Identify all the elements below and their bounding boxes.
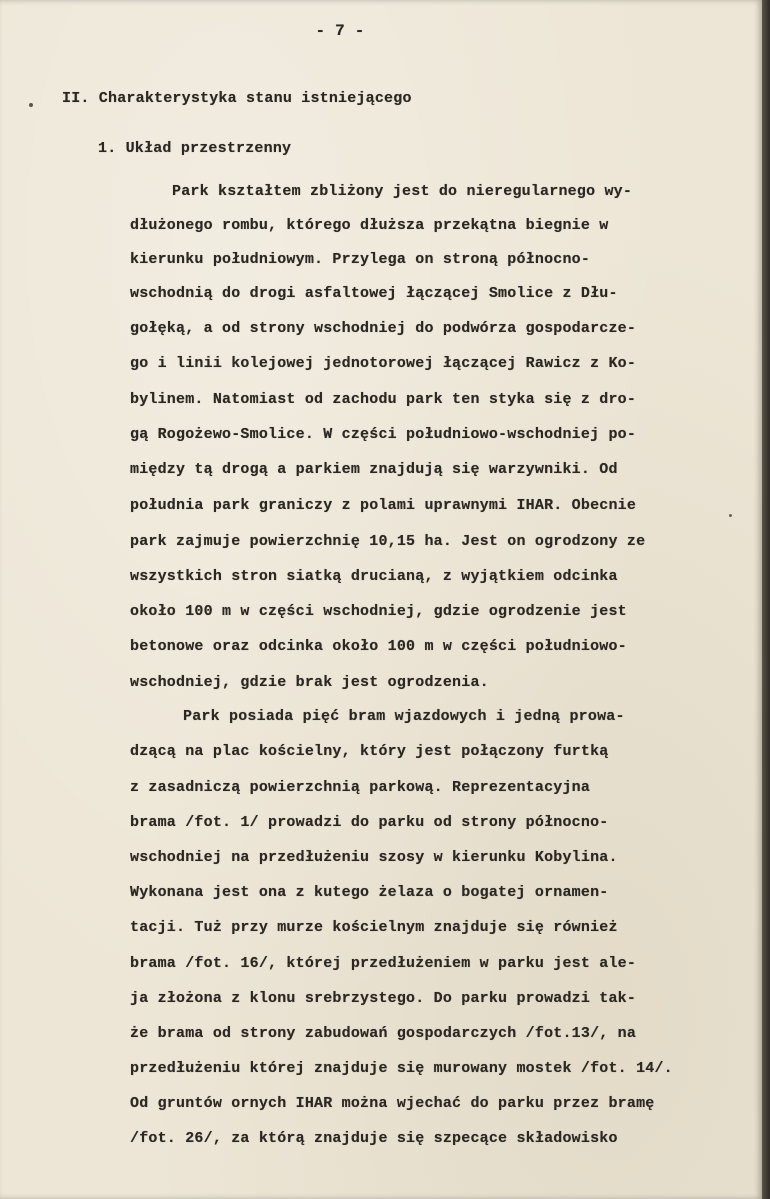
- text-line: gołęką, a od strony wschodniej do podwórza gospodarcze-: [130, 320, 637, 337]
- text-line: Park kształtem zbliżony jest do nieregularnego wy-: [172, 183, 633, 200]
- text-line: brama /fot. 16/, której przedłużeniem w parku jest ale-: [130, 955, 637, 972]
- section-subheading: 1. Układ przestrzenny: [98, 140, 292, 157]
- text-line: wschodniej na przedłużeniu szosy w kierunku Kobylina.: [130, 849, 618, 866]
- text-line: gą Rogożewo-Smolice. W części południowo-wschodniej po-: [130, 426, 637, 443]
- text-line: wschodnią do drogi asfaltowej łączącej Smolice z Dłu-: [130, 285, 618, 302]
- text-line: przedłużeniu której znajduje się murowany mostek /fot. 14/.: [130, 1060, 673, 1077]
- section-heading: II. Charakterystyka stanu istniejącego: [62, 90, 412, 107]
- text-line: wszystkich stron siatką drucianą, z wyjątkiem odcinka: [130, 568, 618, 585]
- text-line: z zasadniczą powierzchnią parkową. Reprezentacyjna: [130, 779, 591, 796]
- text-line: dłużonego rombu, którego dłuższa przekątna biegnie w: [130, 217, 609, 234]
- text-line: park zajmuje powierzchnię 10,15 ha. Jest on ogrodzony ze: [130, 533, 646, 550]
- text-line: południa park graniczy z polami uprawnymi IHAR. Obecnie: [130, 497, 637, 514]
- text-line: ja złożona z klonu srebrzystego. Do parku prowadzi tak-: [130, 990, 637, 1007]
- text-line: wschodniej, gdzie brak jest ogrodzenia.: [130, 674, 489, 691]
- text-line: tacji. Tuż przy murze kościelnym znajduje się również: [130, 919, 618, 936]
- text-line: że brama od strony zabudowań gospodarczych /fot.13/, na: [130, 1025, 637, 1042]
- text-line: Od gruntów ornych IHAR można wjechać do parku przez bramę: [130, 1095, 655, 1112]
- text-line: betonowe oraz odcinka około 100 m w części południowo-: [130, 638, 627, 655]
- text-line: Wykonana jest ona z kutego żelaza o bogatej ornamen-: [130, 884, 609, 901]
- text-line: Park posiada pięć bram wjazdowych i jedną prowa-: [183, 708, 625, 725]
- text-line: między tą drogą a parkiem znajdują się warzywniki. Od: [130, 461, 618, 478]
- text-line: bylinem. Natomiast od zachodu park ten styka się z dro-: [130, 391, 637, 408]
- text-line: go i linii kolejowej jednotorowej łączącej Rawicz z Ko-: [130, 355, 637, 372]
- text-line: kierunku południowym. Przylega on stroną północno-: [130, 251, 591, 268]
- page-edge: [762, 0, 770, 1199]
- text-line: około 100 m w części wschodniej, gdzie ogrodzenie jest: [130, 603, 627, 620]
- text-line: /fot. 26/, za którą znajduje się szpecące składowisko: [130, 1130, 618, 1147]
- page-number: - 7 -: [315, 22, 365, 40]
- text-line: dzącą na plac kościelny, który jest połączony furtką: [130, 743, 609, 760]
- text-line: brama /fot. 1/ prowadzi do parku od strony północno-: [130, 814, 609, 831]
